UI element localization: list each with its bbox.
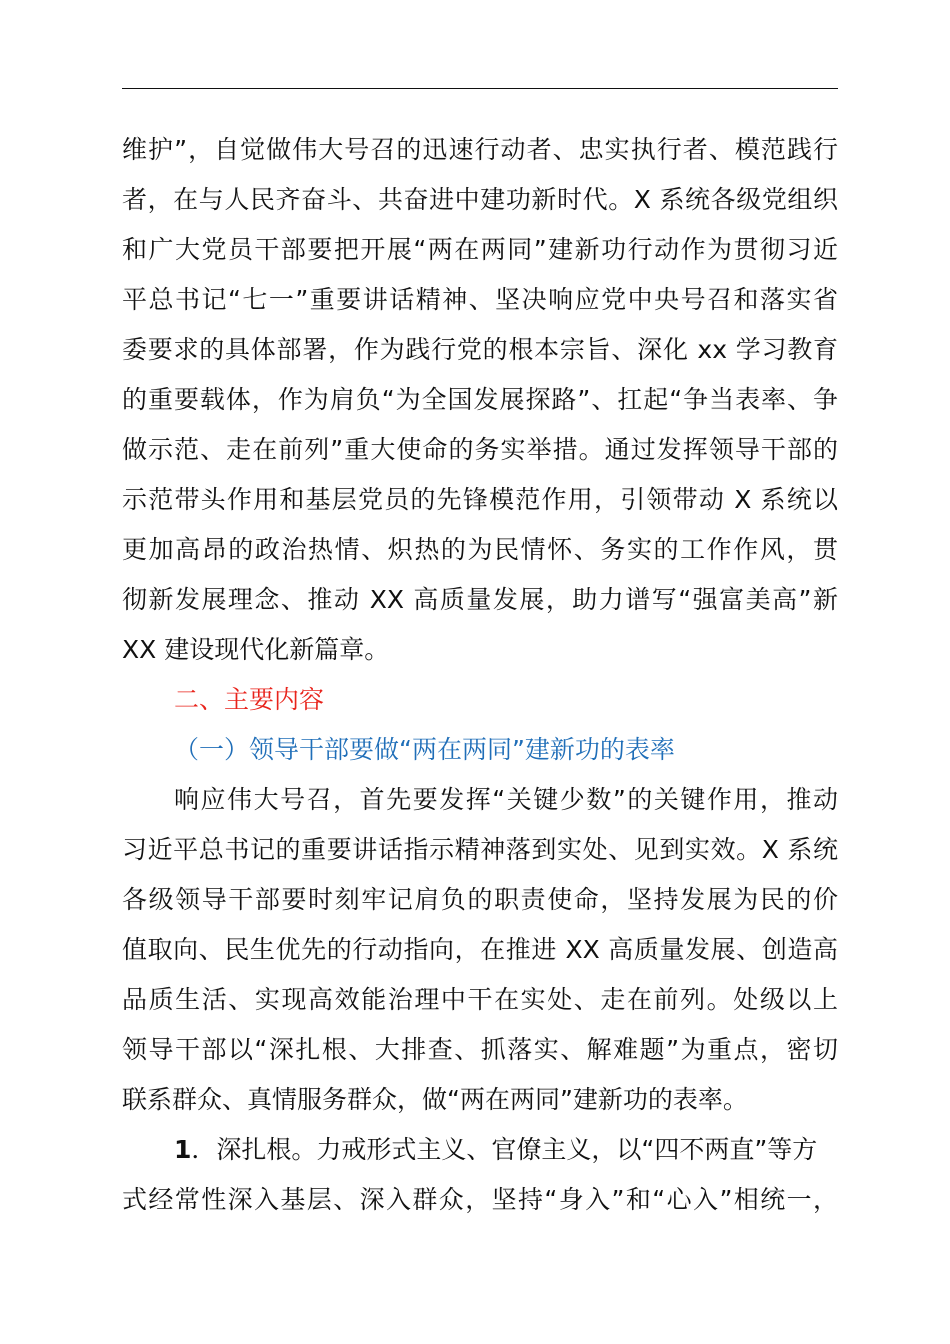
section-heading: 二、主要内容 (174, 685, 325, 714)
paragraph-line: 做示范、走在前列”重大使命的务实举措。通过发挥领导干部的 (122, 435, 838, 464)
paragraph-line: 示范带头作用和基层党员的先锋模范作用，引领带动 X 系统以 (122, 485, 838, 514)
list-item-heading (122, 1125, 838, 1175)
paragraph-line: 更加高昂的政治热情、炽热的为民情怀、务实的工作作风，贯 (122, 535, 838, 564)
paragraph-line: 彻新发展理念、推动 XX 高质量发展，助力谱写“强富美高”新 (122, 585, 838, 614)
subsection-heading: （一）领导干部要做“两在两同”建新功的表率 (174, 735, 675, 764)
paragraph-line: 联系群众、真情服务群众，做“两在两同”建新功的表率。 (122, 1085, 748, 1114)
paragraph-line: 者，在与人民齐奋斗、共奋进中建功新时代。X 系统各级党组织 (122, 185, 838, 214)
paragraph-line: 各级领导干部要时刻牢记肩负的职责使命，坚持发展为民的价 (122, 885, 838, 914)
list-item-number: 1 (174, 1135, 192, 1164)
paragraph-line: 品质生活、实现高效能治理中干在实处、走在前列。处级以上 (122, 985, 838, 1014)
paragraph-line: 和广大党员干部要把开展“两在两同”建新功行动作为贯彻习近 (122, 235, 838, 264)
list-item-text: ．深扎根。力戒形式主义、官僚主义，以“四不两直”等方 (191, 1135, 818, 1164)
paragraph-line: 习近平总书记的重要讲话指示精神落到实处、见到实效。X 系统 (122, 835, 838, 864)
paragraph-line: 响应伟大号召，首先要发挥“关键少数”的关键作用，推动 (174, 785, 838, 814)
header-rule (122, 88, 838, 89)
paragraph-line: 值取向、民生优先的行动指向，在推进 XX 高质量发展、创造高 (122, 935, 838, 964)
paragraph-line: 的重要载体，作为肩负“为全国发展探路”、扛起“争当表率、争 (122, 385, 838, 414)
paragraph-line: 维护”，自觉做伟大号召的迅速行动者、忠实执行者、模范践行 (122, 135, 838, 164)
paragraph-line: 式经常性深入基层、深入群众，坚持“身入”和“心入”相统一， (122, 1185, 838, 1214)
document-body (122, 125, 838, 1225)
paragraph-line: 平总书记“七一”重要讲话精神、坚决响应党中央号召和落实省 (122, 285, 838, 314)
paragraph-line: 领导干部以“深扎根、大排查、抓落实、解难题”为重点，密切 (122, 1035, 838, 1064)
paragraph-line: 委要求的具体部署，作为践行党的根本宗旨、深化 xx 学习教育 (122, 335, 838, 364)
paragraph-line: XX 建设现代化新篇章。 (122, 635, 390, 664)
